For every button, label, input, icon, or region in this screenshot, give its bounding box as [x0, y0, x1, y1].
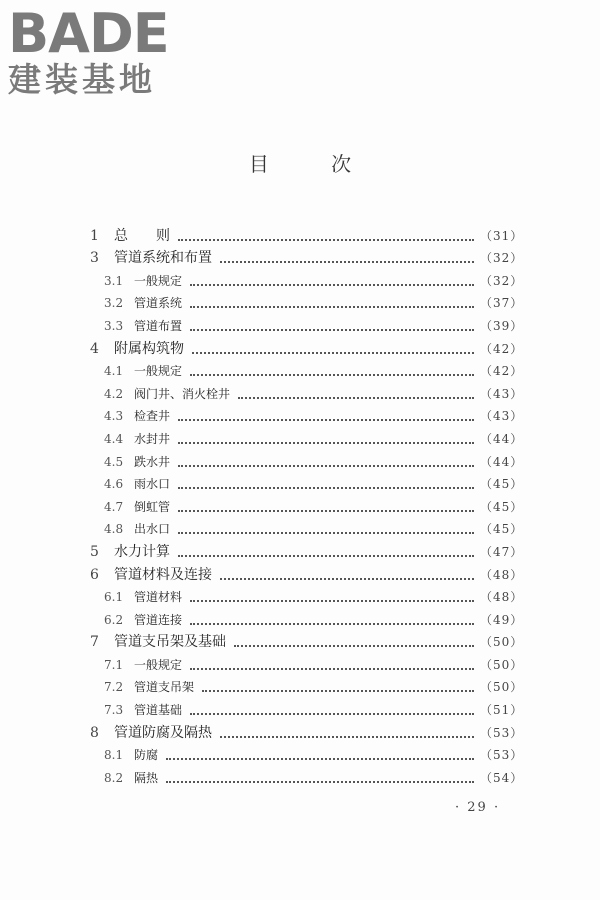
- toc-entry-page: （53）: [480, 748, 524, 763]
- toc-chapter-entry: [90, 719, 524, 742]
- toc-entry-title: 防腐: [134, 748, 159, 763]
- toc-entry-title: 水力计算: [114, 543, 170, 560]
- toc-subsection-entry: [90, 471, 524, 494]
- toc-entry-number: 4.8: [104, 522, 124, 537]
- toc-entry-page: （45）: [480, 477, 524, 492]
- toc-dot-leader: [220, 578, 474, 580]
- toc-entry-page: （50）: [480, 680, 524, 695]
- toc-entry-number: 4.7: [104, 499, 124, 514]
- toc-dot-leader: [178, 487, 474, 489]
- toc-entry-number: 8.2: [104, 770, 124, 785]
- toc-subsection-entry: [90, 764, 524, 787]
- toc-entry-title: 一般规定: [134, 364, 183, 379]
- toc-dot-leader: [202, 690, 474, 692]
- toc-entry-page: （48）: [480, 567, 524, 582]
- toc-dot-leader: [238, 397, 474, 399]
- toc-entry-number: 6: [90, 566, 99, 583]
- toc-entry-title: 管道基础: [134, 703, 183, 718]
- toc-chapter-entry: [90, 335, 524, 358]
- toc-dot-leader: [178, 465, 474, 467]
- toc-subsection-entry: [90, 267, 524, 290]
- toc-entry-page: （50）: [480, 657, 524, 672]
- toc-subsection-entry: [90, 380, 524, 403]
- toc-entry-page: （31）: [480, 228, 524, 243]
- toc-entry-title: 一般规定: [134, 273, 183, 288]
- toc-entry-number: 4.3: [104, 409, 124, 424]
- toc-entry-number: 6.2: [104, 612, 124, 627]
- toc-entry-page: （44）: [480, 454, 524, 469]
- toc-entry-number: 4: [90, 340, 99, 357]
- toc-entry-page: （43）: [480, 386, 524, 401]
- toc-entry-title: 管道防腐及隔热: [114, 724, 212, 741]
- toc-entry-page: （44）: [480, 431, 524, 446]
- toc-dot-leader: [220, 736, 474, 738]
- toc-entry-title: 隔热: [134, 770, 159, 785]
- toc-dot-leader: [190, 374, 474, 376]
- toc-entry-title: 管道系统和布置: [114, 250, 212, 267]
- toc-entry-page: （37）: [480, 296, 524, 311]
- toc-entry-title: 出水口: [134, 522, 171, 537]
- toc-entry-number: 4.6: [104, 477, 124, 492]
- toc-dot-leader: [178, 419, 474, 421]
- toc-entry-number: 8.1: [104, 748, 124, 763]
- toc-dot-leader: [178, 532, 474, 534]
- toc-dot-leader: [190, 668, 474, 670]
- toc-entry-title: 倒虹管: [134, 499, 171, 514]
- toc-entry-title: 检查井: [134, 409, 171, 424]
- toc-entry-page: （45）: [480, 499, 524, 514]
- page-title: 目 次: [248, 152, 380, 176]
- toc-entry-title: 管道系统: [134, 296, 183, 311]
- toc-entry-page: （47）: [480, 544, 524, 559]
- toc-entry-number: 3.3: [104, 318, 124, 333]
- toc-dot-leader: [190, 284, 474, 286]
- toc-subsection-entry: [90, 312, 524, 335]
- toc-dot-leader: [178, 510, 474, 512]
- toc-entry-title: 一般规定: [134, 657, 183, 672]
- toc-subsection-entry: [90, 358, 524, 381]
- toc-subsection-entry: [90, 448, 524, 471]
- toc-entry-title: 管道支吊架及基础: [114, 634, 226, 651]
- logo-wordmark: BADE: [8, 2, 169, 65]
- toc-entry-number: 7.2: [104, 680, 124, 695]
- toc-subsection-entry: [90, 651, 524, 674]
- toc-chapter-entry: [90, 629, 524, 652]
- toc-entry-title: 管道连接: [134, 612, 183, 627]
- toc-dot-leader: [178, 442, 474, 444]
- toc-entry-title: 管道材料及连接: [114, 566, 212, 583]
- toc-entry-number: 5: [90, 543, 99, 560]
- toc-entry-number: 4.1: [104, 364, 124, 379]
- toc-subsection-entry: [90, 516, 524, 539]
- toc-entry-page: （32）: [480, 273, 524, 288]
- toc-entry-title: 管道布置: [134, 318, 183, 333]
- toc-dot-leader: [166, 758, 474, 760]
- toc-entry-number: 8: [90, 724, 99, 741]
- toc-entry-page: （42）: [480, 341, 524, 356]
- toc-entry-page: （45）: [480, 522, 524, 537]
- toc-entry-page: （42）: [480, 364, 524, 379]
- toc-entry-page: （50）: [480, 635, 524, 650]
- toc-entry-number: 4.4: [104, 431, 124, 446]
- toc-entry-number: 3.2: [104, 296, 124, 311]
- toc-chapter-entry: [90, 245, 524, 268]
- toc-entry-page: （43）: [480, 409, 524, 424]
- toc-entry-number: 3.1: [104, 273, 124, 288]
- toc-chapter-entry: [90, 561, 524, 584]
- toc-subsection-entry: [90, 606, 524, 629]
- toc-subsection-entry: [90, 584, 524, 607]
- toc-subsection-entry: [90, 403, 524, 426]
- toc-dot-leader: [190, 306, 474, 308]
- bade-logo: [8, 2, 178, 99]
- logo-chinese-name: 建装基地: [8, 60, 156, 99]
- toc-entry-number: 7: [90, 634, 99, 651]
- toc-entry-title: 跌水井: [134, 454, 171, 469]
- toc-entry-title: 阀门井、消火栓井: [134, 386, 231, 401]
- toc-dot-leader: [190, 600, 474, 602]
- toc-dot-leader: [178, 555, 474, 557]
- toc-entry-number: 6.1: [104, 590, 124, 605]
- toc-chapter-entry: [90, 538, 524, 561]
- toc-entry-page: （32）: [480, 251, 524, 266]
- toc-subsection-entry: [90, 674, 524, 697]
- toc-subsection-entry: [90, 290, 524, 313]
- toc-entry-title: 管道支吊架: [134, 680, 195, 695]
- toc-entry-title: 水封井: [134, 431, 171, 446]
- toc-subsection-entry: [90, 425, 524, 448]
- toc-entry-number: 7.3: [104, 703, 124, 718]
- toc-dot-leader: [234, 645, 474, 647]
- toc-entry-title: 总 则: [114, 227, 170, 244]
- toc-chapter-entry: [90, 222, 524, 245]
- toc-dot-leader: [190, 623, 474, 625]
- toc-entry-title: 附属构筑物: [114, 340, 184, 357]
- toc-entry-page: （39）: [480, 318, 524, 333]
- toc-subsection-entry: [90, 493, 524, 516]
- toc-dot-leader: [190, 713, 474, 715]
- toc-entry-page: （53）: [480, 725, 524, 740]
- toc-entry-page: （54）: [480, 770, 524, 785]
- page-number: · 29 ·: [455, 800, 501, 815]
- toc-dot-leader: [190, 329, 474, 331]
- table-of-contents: [90, 222, 524, 787]
- toc-entry-number: 4.5: [104, 454, 124, 469]
- toc-entry-number: 1: [90, 227, 99, 244]
- toc-dot-leader: [178, 239, 474, 241]
- toc-entry-page: （49）: [480, 612, 524, 627]
- toc-entry-page: （48）: [480, 590, 524, 605]
- toc-entry-number: 4.2: [104, 386, 124, 401]
- toc-entry-number: 7.1: [104, 657, 124, 672]
- toc-dot-leader: [192, 352, 474, 354]
- toc-dot-leader: [166, 781, 474, 783]
- toc-subsection-entry: [90, 696, 524, 719]
- toc-dot-leader: [220, 261, 474, 263]
- toc-entry-title: 雨水口: [134, 477, 171, 492]
- toc-subsection-entry: [90, 742, 524, 765]
- toc-entry-number: 3: [90, 250, 99, 267]
- toc-entry-page: （51）: [480, 703, 524, 718]
- toc-entry-title: 管道材料: [134, 590, 183, 605]
